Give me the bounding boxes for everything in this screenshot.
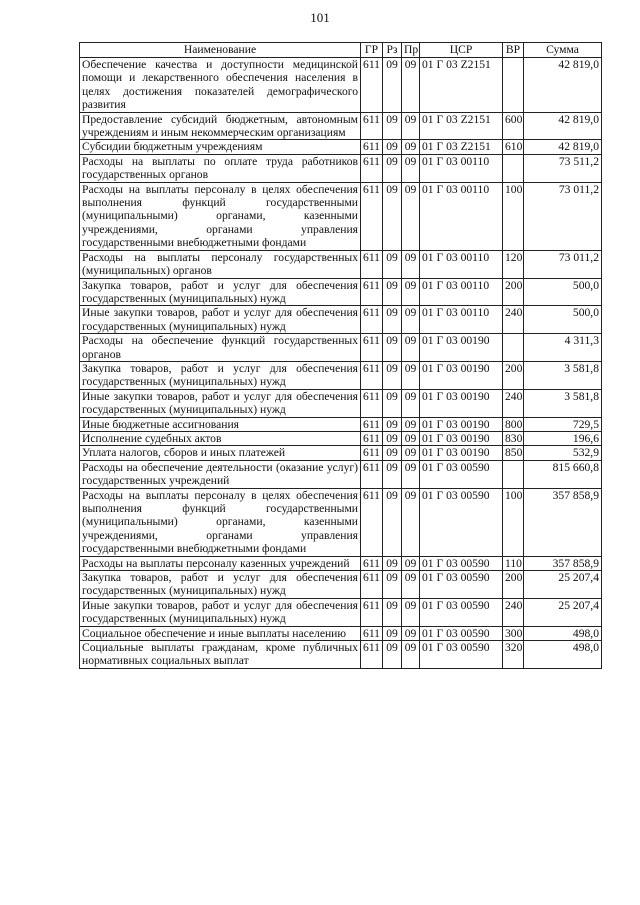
- row-name: Расходы на выплаты персоналу в целях обеспечения выполнения функций государственными (муниципальными) органами, казенными учреждениями, органами управления государственными внебюджетными фондами: [80, 182, 361, 250]
- row-rz: 09: [383, 389, 402, 417]
- row-vr: 200: [503, 361, 524, 389]
- row-rz: 09: [383, 182, 402, 250]
- row-rz: 09: [383, 641, 402, 669]
- row-sum: 500,0: [524, 306, 602, 334]
- row-sum: 73 011,2: [524, 250, 602, 278]
- header-sum: Сумма: [524, 43, 602, 58]
- row-csr: 01 Г 03 00190: [420, 334, 503, 362]
- table-row: [80, 431, 602, 445]
- row-gr: 611: [361, 154, 383, 182]
- row-sum: 498,0: [524, 626, 602, 640]
- row-gr: 611: [361, 361, 383, 389]
- table-row: [80, 641, 602, 669]
- row-name: Иные закупки товаров, работ и услуг для обеспечения государственных (муниципальных) нужд: [80, 389, 361, 417]
- row-rz: 09: [383, 250, 402, 278]
- row-pr: 09: [402, 154, 420, 182]
- header-rz: Рз: [383, 43, 402, 58]
- row-pr: 09: [402, 417, 420, 431]
- row-vr: 240: [503, 306, 524, 334]
- row-csr: 01 Г 03 00110: [420, 250, 503, 278]
- row-name: Расходы на обеспечение деятельности (оказание услуг) государственных учреждений: [80, 460, 361, 488]
- row-gr: 611: [361, 334, 383, 362]
- row-rz: 09: [383, 417, 402, 431]
- row-rz: 09: [383, 140, 402, 154]
- row-csr: 01 Г 03 00190: [420, 431, 503, 445]
- row-pr: 09: [402, 446, 420, 460]
- row-csr: 01 Г 03 00110: [420, 154, 503, 182]
- row-gr: 611: [361, 182, 383, 250]
- row-gr: 611: [361, 389, 383, 417]
- row-name: Закупка товаров, работ и услуг для обеспечения государственных (муниципальных) нужд: [80, 571, 361, 599]
- row-csr: 01 Г 03 00590: [420, 626, 503, 640]
- row-csr: 01 Г 03 00590: [420, 641, 503, 669]
- row-gr: 611: [361, 571, 383, 599]
- row-name: Расходы на выплаты персоналу государственных (муниципальных) органов: [80, 250, 361, 278]
- row-rz: 09: [383, 431, 402, 445]
- row-pr: 09: [402, 250, 420, 278]
- row-name: Социальные выплаты гражданам, кроме публичных нормативных социальных выплат: [80, 641, 361, 669]
- row-pr: 09: [402, 571, 420, 599]
- table-row: [80, 626, 602, 640]
- row-pr: 09: [402, 112, 420, 140]
- row-name: Социальное обеспечение и иные выплаты населению: [80, 626, 361, 640]
- header-name: Наименование: [80, 43, 361, 58]
- row-name: Иные закупки товаров, работ и услуг для обеспечения государственных (муниципальных) нужд: [80, 306, 361, 334]
- row-vr: [503, 154, 524, 182]
- row-rz: 09: [383, 488, 402, 556]
- row-name: Расходы на выплаты персоналу в целях обеспечения выполнения функций государственными (муниципальными) органами, казенными учреждениями, органами управления государственными внебюджетными фондами: [80, 488, 361, 556]
- row-sum: 357 858,9: [524, 488, 602, 556]
- row-pr: 09: [402, 488, 420, 556]
- row-vr: 320: [503, 641, 524, 669]
- row-pr: 09: [402, 556, 420, 570]
- row-gr: 611: [361, 112, 383, 140]
- row-vr: 100: [503, 488, 524, 556]
- row-vr: 100: [503, 182, 524, 250]
- row-csr: 01 Г 03 00190: [420, 417, 503, 431]
- row-gr: 611: [361, 417, 383, 431]
- row-pr: 09: [402, 431, 420, 445]
- row-csr: 01 Г 03 00590: [420, 488, 503, 556]
- row-sum: 3 581,8: [524, 361, 602, 389]
- row-vr: 800: [503, 417, 524, 431]
- row-gr: 611: [361, 140, 383, 154]
- row-csr: 01 Г 03 00110: [420, 278, 503, 306]
- row-name: Иные закупки товаров, работ и услуг для обеспечения государственных (муниципальных) нужд: [80, 598, 361, 626]
- row-vr: 240: [503, 598, 524, 626]
- row-rz: 09: [383, 112, 402, 140]
- row-name: Уплата налогов, сборов и иных платежей: [80, 446, 361, 460]
- row-gr: 611: [361, 306, 383, 334]
- table-row: [80, 306, 602, 334]
- table-row: [80, 571, 602, 599]
- row-pr: 09: [402, 598, 420, 626]
- row-name: Закупка товаров, работ и услуг для обеспечения государственных (муниципальных) нужд: [80, 361, 361, 389]
- row-vr: [503, 460, 524, 488]
- row-vr: 120: [503, 250, 524, 278]
- row-sum: 729,5: [524, 417, 602, 431]
- row-sum: 4 311,3: [524, 334, 602, 362]
- header-vr: ВР: [503, 43, 524, 58]
- row-sum: 25 207,4: [524, 598, 602, 626]
- row-vr: 610: [503, 140, 524, 154]
- row-name: Исполнение судебных актов: [80, 431, 361, 445]
- row-csr: 01 Г 03 00590: [420, 571, 503, 599]
- row-sum: 3 581,8: [524, 389, 602, 417]
- row-vr: [503, 334, 524, 362]
- row-rz: 09: [383, 556, 402, 570]
- row-gr: 611: [361, 431, 383, 445]
- row-gr: 611: [361, 488, 383, 556]
- row-csr: 01 Г 03 00590: [420, 556, 503, 570]
- row-pr: 09: [402, 460, 420, 488]
- row-vr: 830: [503, 431, 524, 445]
- row-sum: 73 511,2: [524, 154, 602, 182]
- row-pr: 09: [402, 140, 420, 154]
- row-vr: 850: [503, 446, 524, 460]
- row-gr: 611: [361, 556, 383, 570]
- row-sum: 25 207,4: [524, 571, 602, 599]
- row-gr: 611: [361, 641, 383, 669]
- row-rz: 09: [383, 334, 402, 362]
- row-pr: 09: [402, 641, 420, 669]
- row-rz: 09: [383, 626, 402, 640]
- row-csr: 01 Г 03 00590: [420, 460, 503, 488]
- row-vr: 200: [503, 278, 524, 306]
- row-sum: 42 819,0: [524, 112, 602, 140]
- row-sum: 73 011,2: [524, 182, 602, 250]
- row-csr: 01 Г 03 00190: [420, 446, 503, 460]
- table-row: [80, 389, 602, 417]
- page-number: 101: [310, 10, 330, 25]
- row-name: Иные бюджетные ассигнования: [80, 417, 361, 431]
- table-row: [80, 446, 602, 460]
- row-rz: 09: [383, 571, 402, 599]
- row-pr: 09: [402, 182, 420, 250]
- row-csr: 01 Г 03 Z2151: [420, 140, 503, 154]
- table-row: [80, 417, 602, 431]
- table-row: [80, 112, 602, 140]
- table-row: [80, 278, 602, 306]
- row-csr: 01 Г 03 00590: [420, 598, 503, 626]
- row-sum: 815 660,8: [524, 460, 602, 488]
- row-rz: 09: [383, 460, 402, 488]
- table-row: [80, 460, 602, 488]
- row-pr: 09: [402, 389, 420, 417]
- header-csr: ЦСР: [420, 43, 503, 58]
- table-row: [80, 488, 602, 556]
- row-gr: 611: [361, 250, 383, 278]
- row-gr: 611: [361, 58, 383, 113]
- row-pr: 09: [402, 361, 420, 389]
- row-sum: 42 819,0: [524, 58, 602, 113]
- row-pr: 09: [402, 626, 420, 640]
- table-row: [80, 140, 602, 154]
- row-vr: 200: [503, 571, 524, 599]
- row-pr: 09: [402, 278, 420, 306]
- row-name: Обеспечение качества и доступности медицинской помощи и лекарственного обеспечения населения в целях достижения показателей демографического развития: [80, 58, 361, 113]
- row-rz: 09: [383, 306, 402, 334]
- row-gr: 611: [361, 278, 383, 306]
- row-sum: 532,9: [524, 446, 602, 460]
- row-sum: 498,0: [524, 641, 602, 669]
- row-sum: 357 858,9: [524, 556, 602, 570]
- row-name: Расходы на выплаты по оплате труда работников государственных органов: [80, 154, 361, 182]
- row-csr: 01 Г 03 Z2151: [420, 112, 503, 140]
- row-pr: 09: [402, 306, 420, 334]
- table-row: [80, 58, 602, 113]
- row-rz: 09: [383, 598, 402, 626]
- row-pr: 09: [402, 334, 420, 362]
- table-row: [80, 154, 602, 182]
- table-row: [80, 556, 602, 570]
- table-header-row: [80, 43, 602, 58]
- header-gr: ГР: [361, 43, 383, 58]
- row-name: Расходы на выплаты персоналу казенных учреждений: [80, 556, 361, 570]
- row-rz: 09: [383, 278, 402, 306]
- row-vr: 110: [503, 556, 524, 570]
- row-gr: 611: [361, 446, 383, 460]
- row-name: Закупка товаров, работ и услуг для обеспечения государственных (муниципальных) нужд: [80, 278, 361, 306]
- row-pr: 09: [402, 58, 420, 113]
- row-gr: 611: [361, 598, 383, 626]
- row-csr: 01 Г 03 00110: [420, 182, 503, 250]
- row-gr: 611: [361, 460, 383, 488]
- row-rz: 09: [383, 58, 402, 113]
- row-vr: 300: [503, 626, 524, 640]
- row-sum: 500,0: [524, 278, 602, 306]
- budget-table: [79, 42, 602, 669]
- row-name: Расходы на обеспечение функций государственных органов: [80, 334, 361, 362]
- row-csr: 01 Г 03 00110: [420, 306, 503, 334]
- table-row: [80, 250, 602, 278]
- row-vr: [503, 58, 524, 113]
- row-csr: 01 Г 03 Z2151: [420, 58, 503, 113]
- table-row: [80, 334, 602, 362]
- row-rz: 09: [383, 361, 402, 389]
- table-row: [80, 361, 602, 389]
- row-vr: 240: [503, 389, 524, 417]
- row-gr: 611: [361, 626, 383, 640]
- row-rz: 09: [383, 154, 402, 182]
- header-pr: Пр: [402, 43, 420, 58]
- row-sum: 42 819,0: [524, 140, 602, 154]
- row-rz: 09: [383, 446, 402, 460]
- row-name: Субсидии бюджетным учреждениям: [80, 140, 361, 154]
- row-vr: 600: [503, 112, 524, 140]
- row-sum: 196,6: [524, 431, 602, 445]
- row-csr: 01 Г 03 00190: [420, 361, 503, 389]
- table-row: [80, 598, 602, 626]
- row-name: Предоставление субсидий бюджетным, автономным учреждениям и иным некоммерческим организациям: [80, 112, 361, 140]
- table-row: [80, 182, 602, 250]
- row-csr: 01 Г 03 00190: [420, 389, 503, 417]
